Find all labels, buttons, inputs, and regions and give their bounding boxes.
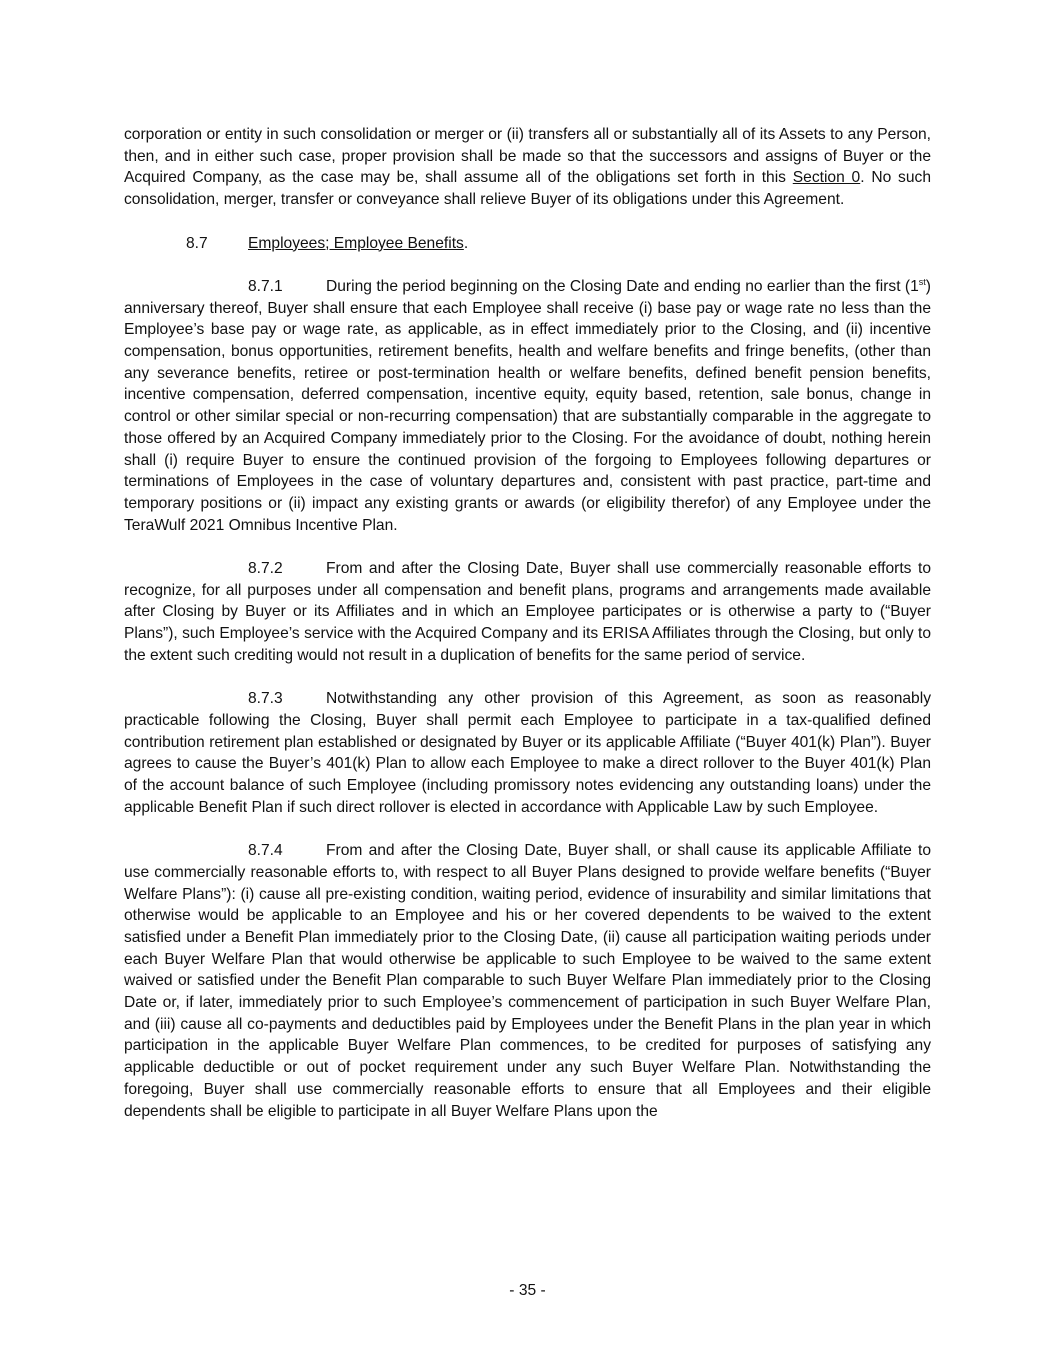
section-8-7-heading bbox=[124, 233, 931, 255]
section-8-7-2-number: 8.7.2 bbox=[248, 560, 283, 578]
section-8-7-number: 8.7 bbox=[186, 234, 208, 252]
section-8-7-3-number: 8.7.3 bbox=[248, 690, 283, 708]
ordinal-superscript: st bbox=[918, 276, 926, 287]
section-8-7-title: Employees; Employee Benefits bbox=[248, 234, 464, 252]
section-8-7-title-period: . bbox=[463, 234, 469, 252]
intro-paragraph bbox=[124, 124, 931, 211]
section-8-7-4-paragraph bbox=[124, 840, 931, 1122]
section-8-7-3-text: Notwithstanding any other provision of this Agreement, as soon as reasonably practicable following the Closing, Buyer shall permit each Employee to participate in a tax-qualified defined contribution retirement plan established or designated by Buyer or its applicable Affiliate (“Buyer 401(k) Plan”). Buyer agrees to cause the Buyer’s 401(k) Plan to allow each Employee to make a direct rollover to the Buyer 401(k) Plan of the account balance of such Employee (including promissory notes evidencing any outstanding loans) under the applicable Benefit Plan if such direct rollover is elected in accordance with Applicable Law by such Employee. bbox=[124, 690, 931, 816]
section-8-7-4-number: 8.7.4 bbox=[248, 842, 283, 860]
section-8-7-3-paragraph bbox=[124, 688, 931, 818]
section-8-7-1-paragraph bbox=[124, 276, 931, 536]
page-number: - 35 - bbox=[509, 1282, 546, 1299]
section-8-7-2-text: From and after the Closing Date, Buyer shall use commercially reasonable efforts to recognize, for all purposes under all compensation and benefit plans, programs and arrangements made available after Closing by Buyer or its Affiliates and in which an Employee participates or is otherwise a party to (“Buyer Plans”), such Employee’s service with the Acquired Company and its ERISA Affiliates through the Closing, but only to the extent such crediting would not result in a duplication of benefits for the same period of service. bbox=[124, 560, 931, 664]
intro-text-b: . No such consolidation, merger, transfer or conveyance shall relieve Buyer of its obligations under this Agreement. bbox=[124, 169, 931, 209]
section-8-7-2-paragraph bbox=[124, 558, 931, 667]
section-8-7-1-text-a: During the period beginning on the Closing Date and ending no earlier than the first (1 bbox=[326, 277, 919, 295]
section-8-7-1-number: 8.7.1 bbox=[248, 277, 283, 295]
document-page bbox=[124, 124, 931, 1122]
section-8-7-4-text: From and after the Closing Date, Buyer shall, or shall cause its applicable Affiliate to use commercially reasonable efforts to, with respect to all Buyer Plans designed to provide welfare benefits (“Buyer Welfare Plans”): (i) cause all pre-existing condition, waiting period, evidence of insurability and similar limitations that otherwise would be applicable to an Employee and his or her covered dependents to be waived to the extent satisfied under a Benefit Plan immediately prior to the Closing Date, (ii) cause all participation waiting periods under each Buyer Welfare Plan that would otherwise be applicable to such Employee to be waived to the same extent waived or satisfied under the Benefit Plan comparable to such Buyer Welfare Plan immediately prior to the Closing Date or, if later, immediately prior to such Employee’s commencement of participation in such Buyer Welfare Plan, and (iii) cause all co-payments and deductibles paid by Employees under the Benefit Plans in the plan year in which participation in the applicable Buyer Welfare Plan commences, to be credited for purposes of satisfying any applicable deductible or out of pocket requirement under any such Buyer Welfare Plan. Notwithstanding the foregoing, Buyer shall use commercially reasonable efforts to ensure that all Employees and their eligible dependents shall be eligible to participate in all Buyer Welfare Plans upon the bbox=[124, 842, 931, 1120]
section-reference-link[interactable]: Section 0 bbox=[792, 169, 861, 187]
intro-text-a: corporation or entity in such consolidation or merger or (ii) transfers all or substantially all of its Assets to any Person, then, and in either such case, proper provision shall be made so that the successors and assigns of Buyer or the Acquired Company, as the case may be, shall assume all of the obligations set forth in this bbox=[124, 126, 931, 187]
section-8-7-1-text-b: ) anniversary thereof, Buyer shall ensure that each Employee shall receive (i) base pay or wage rate no less than the Employee’s base pay or wage rate, as applicable, as in effect immediately prior to the Closing, and (ii) incentive compensation, bonus opportunities, retirement benefits, health and welfare benefits and fringe benefits, (other than any severance benefits, retiree or post-termination health or welfare benefits, defined benefit pension benefits, incentive compensation, deferred compensation, incentive equity, equity based, retention, sale bonus, change in control or other similar special or non-recurring compensation) that are substantially comparable in the aggregate to those offered by an Acquired Company immediately prior to the Closing. For the avoidance of doubt, nothing herein shall (i) require Buyer to ensure the continued provision of the forgoing to Employees following departures or terminations of Employees in the case of voluntary departures and, consistent with past practice, part-time and temporary positions or (ii) impact any existing grants or awards (or eligibility therefor) of any Employee under the TeraWulf 2021 Omnibus Incentive Plan. bbox=[124, 277, 931, 534]
